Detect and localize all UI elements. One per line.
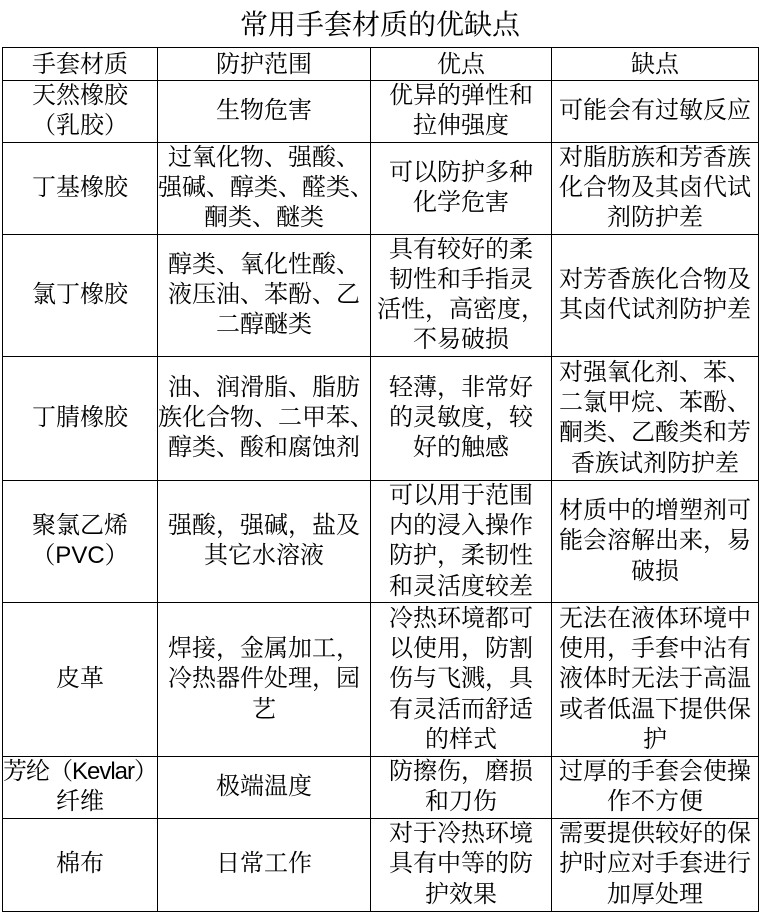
cell-advantages	[371, 602, 552, 756]
cell-text-line: 防擦伤，磨损	[389, 757, 533, 785]
row-pvc	[3, 480, 759, 602]
cell-text-line: 或者低温下提供保	[559, 695, 751, 723]
cell-advantages	[371, 818, 552, 911]
cell-text-line: 和刀伤	[425, 788, 497, 816]
cell-text-line: 皮革	[56, 665, 104, 693]
row-butyl-rubber	[3, 142, 759, 234]
header-advantages: 优点	[371, 48, 552, 81]
cell-text-line: 化学危害	[413, 189, 509, 217]
cell-text-line: 化合物及其卤代试	[559, 173, 751, 201]
cell-text-line: 其它水溶液	[204, 542, 324, 570]
header-disadvantages: 缺点	[552, 48, 759, 81]
cell-protection-range	[158, 81, 371, 143]
cell-disadvantages	[552, 81, 759, 143]
cell-text-line: 使用，手套中沾有	[559, 635, 751, 663]
cell-text-line: 芳纶（Kevlar）	[3, 757, 158, 785]
cell-text-line: 丁基橡胶	[32, 173, 128, 201]
cell-protection-range	[158, 602, 371, 756]
cell-text-line: 香族试剂防护差	[571, 449, 739, 477]
cell-text-line: 液压油、苯酚、乙	[168, 281, 360, 309]
cell-protection-range	[158, 142, 374, 234]
row-leather	[3, 602, 759, 756]
header-glove-material: 手套材质	[3, 48, 158, 81]
table-title: 常用手套材质的优缺点	[239, 9, 520, 40]
cell-text-line: 可以用于范围	[389, 481, 533, 509]
cell-text-line: 过氧化物、强酸、	[168, 143, 360, 171]
cell-text-line: 可以防护多种	[389, 158, 533, 186]
cell-text-line: 破损	[631, 557, 679, 585]
row-neoprene	[3, 234, 759, 356]
cell-text-line: 好的触感	[413, 434, 509, 462]
cell-text-line: （乳胶）	[32, 112, 128, 140]
cell-text-line: 油、润滑脂、脂肪	[168, 373, 360, 401]
cell-text-line: 伤与飞溅，具	[389, 665, 533, 693]
cell-glove-material	[3, 480, 158, 602]
cell-glove-material	[3, 81, 158, 143]
cell-text-line: 冷热器件处理，园	[168, 665, 360, 693]
cell-text-line: 生物危害	[216, 97, 312, 125]
cell-text-line: 作不方便	[607, 788, 703, 816]
cell-text-line: 防护，柔韧性	[389, 542, 533, 570]
table-body	[3, 81, 759, 912]
cell-text-line: 对强氧化剂、苯、	[559, 358, 751, 386]
cell-text-line: 氯丁橡胶	[32, 281, 128, 309]
cell-text-line: 极端温度	[216, 773, 312, 801]
cell-text-line: 优异的弹性和	[389, 82, 533, 109]
cell-advantages	[371, 356, 552, 480]
cell-text-line: 强酸，强碱，盐及	[168, 512, 360, 540]
cell-disadvantages	[552, 602, 759, 756]
cell-text-line: 二醇醚类	[216, 311, 312, 339]
cell-glove-material	[3, 818, 158, 911]
cell-disadvantages	[552, 142, 759, 234]
cell-text-line: 能会溶解出来，易	[559, 527, 751, 555]
cell-text-line: 材质中的增塑剂可	[559, 496, 751, 524]
cell-disadvantages	[552, 818, 759, 911]
cell-protection-range	[158, 818, 371, 911]
cell-advantages	[371, 81, 552, 143]
cell-text-line: 族化合物、二甲苯、	[158, 404, 374, 432]
cell-text-line: 有灵活而舒适	[389, 695, 533, 723]
cell-advantages	[371, 234, 552, 356]
cell-text-line: 加厚处理	[607, 880, 703, 908]
header-protection-range: 防护范围	[158, 48, 371, 81]
row-kevlar-fiber	[3, 756, 759, 818]
cell-glove-material	[3, 356, 158, 480]
cell-text-line: 醇类、氧化性酸、	[168, 250, 360, 278]
cell-glove-material	[3, 756, 158, 818]
cell-text-line: 冷热环境都可	[389, 604, 533, 632]
cell-text-line: 的样式	[425, 725, 497, 753]
cell-text-line: 以使用，防割	[389, 635, 533, 663]
cell-text-line: 对脂肪族和芳香族	[559, 143, 751, 171]
cell-text-line: 强碱、醇类、醛类、	[158, 173, 374, 201]
cell-protection-range	[158, 234, 371, 356]
header-row	[3, 48, 759, 81]
cell-advantages	[371, 480, 552, 602]
cell-text-line: 天然橡胶	[32, 82, 128, 109]
row-nitrile-rubber	[3, 356, 759, 480]
cell-text-line: 酮类、乙酸类和芳	[559, 419, 751, 447]
cell-text-line: 醇类、酸和腐蚀剂	[168, 434, 360, 462]
cell-text-line: （PVC）	[31, 542, 129, 570]
cell-text-line: 需要提供较好的保	[559, 820, 751, 848]
cell-text-line: 护	[643, 725, 667, 753]
cell-glove-material	[3, 142, 158, 234]
cell-text-line: 内的浸入操作	[389, 512, 533, 540]
cell-text-line: 对于冷热环境	[389, 820, 533, 848]
cell-text-line: 可能会有过敏反应	[559, 97, 751, 125]
cell-text-line: 和灵活度较差	[389, 572, 533, 600]
cell-text-line: 护时应对手套进行	[559, 850, 751, 878]
cell-text-line: 不易破损	[413, 326, 509, 354]
cell-disadvantages	[552, 480, 759, 602]
row-natural-rubber	[3, 81, 759, 143]
cell-glove-material	[3, 234, 158, 356]
cell-text-line: 二氯甲烷、苯酚、	[559, 388, 751, 416]
cell-text-line: 具有中等的防	[389, 850, 533, 878]
cell-text-line: 日常工作	[216, 850, 312, 878]
cell-text-line: 其卤代试剂防护差	[559, 296, 751, 324]
row-cotton	[3, 818, 759, 911]
cell-text-line: 丁腈橡胶	[32, 404, 128, 432]
cell-text-line: 拉伸强度	[413, 112, 509, 140]
cell-protection-range	[158, 480, 371, 602]
cell-text-line: 韧性和手指灵	[389, 265, 533, 293]
cell-disadvantages	[552, 356, 759, 480]
cell-text-line: 酮类、醚类	[204, 204, 324, 232]
cell-text-line: 液体时无法于高温	[559, 665, 751, 693]
cell-text-line: 对芳香族化合物及	[559, 265, 751, 293]
cell-protection-range	[158, 756, 371, 818]
cell-text-line: 剂防护差	[607, 204, 703, 232]
cell-advantages	[371, 756, 552, 818]
cell-text-line: 具有较好的柔	[389, 235, 533, 263]
cell-text-line: 的灵敏度，较	[389, 404, 533, 432]
cell-text-line: 艺	[252, 695, 276, 723]
cell-text-line: 轻薄，非常好	[389, 373, 533, 401]
cell-text-line: 聚氯乙烯	[32, 512, 128, 540]
cell-text-line: 护效果	[425, 880, 497, 908]
cell-disadvantages	[552, 756, 759, 818]
glove-material-table	[2, 47, 759, 912]
cell-protection-range	[158, 356, 374, 480]
cell-glove-material	[3, 602, 158, 756]
cell-advantages	[371, 142, 552, 234]
cell-text-line: 纤维	[56, 788, 104, 816]
cell-text-line: 焊接，金属加工，	[168, 635, 360, 663]
cell-disadvantages	[552, 234, 759, 356]
cell-text-line: 棉布	[56, 850, 104, 878]
cell-text-line: 活性，高密度，	[377, 296, 545, 324]
cell-text-line: 过厚的手套会使操	[559, 757, 751, 785]
cell-text-line: 无法在液体环境中	[559, 604, 751, 632]
